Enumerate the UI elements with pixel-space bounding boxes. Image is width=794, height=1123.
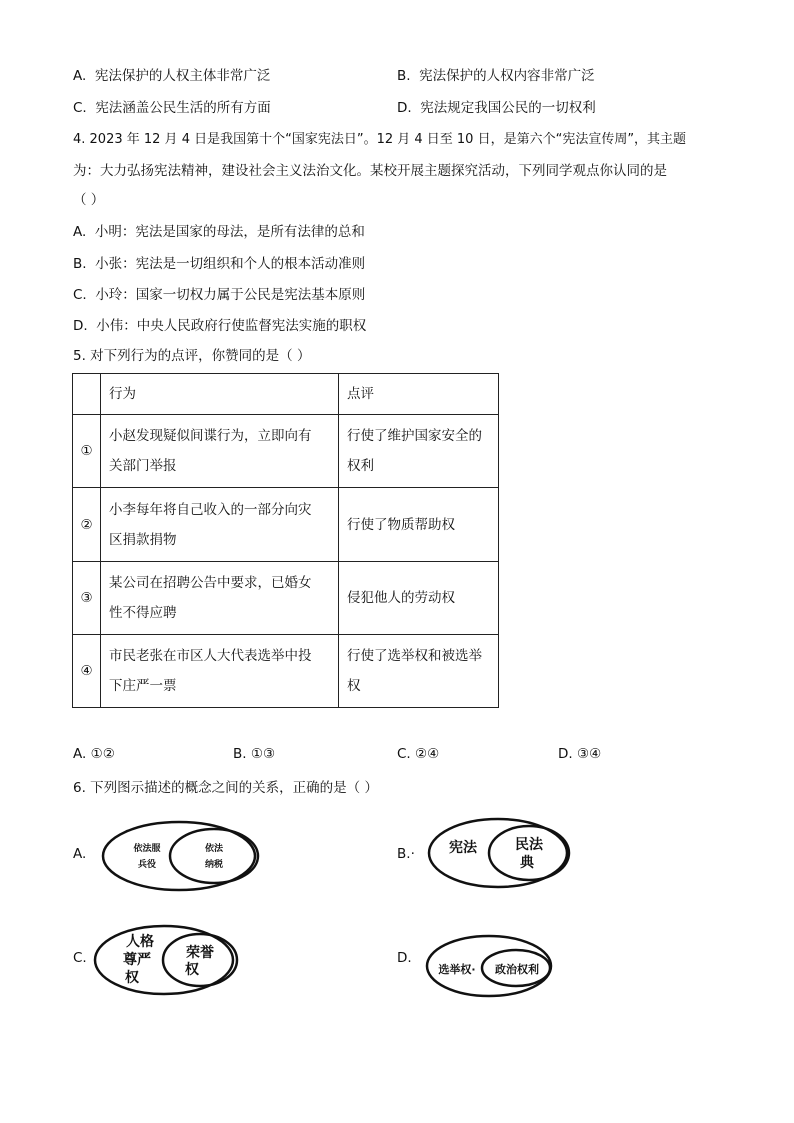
row-behavior [101,488,339,562]
option-letter: D. [397,100,412,116]
option-letter: B. [233,746,247,762]
q6-option-d-letter: D. [397,950,412,966]
q4-option-c [73,285,365,305]
option-letter: B. [397,846,411,862]
behavior-line: 下庄严一票 [109,678,177,694]
comment-line: 权利 [347,458,374,474]
option-letter: C. [73,100,87,116]
option-text: 小张：宪法是一切组织和个人的根本活动准则 [95,256,366,272]
behavior-line: 小赵发现疑似间谍行为，立即向有 [109,428,312,444]
q6-option-c-diagram [92,922,240,998]
option-text: ①② [90,746,115,762]
header-comment: 点评 [339,374,499,415]
behavior-line: 区捐款捐物 [109,531,177,548]
inner-ellipse [489,826,569,880]
option-text: 宪法规定我国公民的一切权利 [420,100,596,116]
q5-stem: 5. 对下列行为的点评，你赞同的是（ ） [73,348,311,364]
option-text: 小玲：国家一切权力属于公民是宪法基本原则 [95,287,366,303]
inner-label-line: 纳税 [204,860,224,870]
inner-label: 政治权利 [495,963,539,976]
behavior-line: 市民老张在市区人大代表选举中投 [109,648,312,664]
outer-label-line: 依法服 [133,844,161,854]
table-row [73,562,499,635]
row-comment [339,488,499,562]
row-behavior [101,415,339,488]
q5-option-a [73,746,115,762]
inner-ellipse [170,829,258,883]
q4-option-b [73,254,365,274]
option-letter: B. [397,68,411,84]
row-comment [339,415,499,488]
q5-option-b [233,746,275,762]
outer-label-line: 尊严 [123,952,151,968]
row-num: ② [73,488,101,562]
q3-option-b [397,66,595,86]
option-letter: C. [73,287,87,303]
comment-line: 侵犯他人的劳动权 [347,590,455,606]
behavior-line: 性不得应聘 [109,605,177,621]
outer-label: 宪法 [449,840,477,856]
q6-option-b-letter [397,846,415,862]
option-letter: C. [397,746,411,762]
comment-line: 行使了物质帮助权 [347,516,455,533]
q4-stem-line1: 4. 2023 年 12 月 4 日是我国第十个“国家宪法日”。12 月 4 日至 10 日，是第六个“宪法宣传周”，其主题 [73,132,687,147]
inner-label-line: 典 [520,855,534,871]
q6-option-c-letter: C. [73,950,87,966]
option-letter: A. [73,746,87,762]
row-comment [339,562,499,635]
option-text: 小明：宪法是国家的母法，是所有法律的总和 [94,224,365,240]
q6-option-d-diagram [424,933,556,999]
comment-line: 权 [347,678,361,694]
q4-option-d [73,316,366,336]
option-text: 宪法保护的人权主体非常广泛 [94,68,271,84]
option-letter: A. [73,68,87,84]
table-row [73,635,499,708]
q6-option-b-diagram [426,815,572,891]
behavior-line: 关部门举报 [109,458,177,474]
outer-label-line: 权 [125,970,139,986]
header-behavior: 行为 [101,374,339,415]
option-text: ③④ [576,746,602,762]
option-letter: D. [558,746,573,762]
option-letter: A. [73,224,87,240]
row-num: ③ [73,562,101,635]
row-comment [339,635,499,708]
table-row [73,488,499,562]
q3-option-a [73,66,270,86]
comment-line: 行使了选举权和被选举 [347,648,482,664]
q5-option-c [397,746,439,762]
q6-option-a-letter: A. [73,846,87,862]
option-text: ②④ [415,746,440,762]
option-text: 小伟：中央人民政府行使监督宪法实施的职权 [96,318,367,334]
q6-stem: 6. 下列图示描述的概念之间的关系，正确的是（ ） [73,780,378,796]
inner-label-line: 依法 [204,844,224,854]
behavior-line: 小李每年将自己收入的一部分向灾 [109,501,312,518]
option-text: ①③ [250,746,276,762]
table-row [73,415,499,488]
q4-option-a [73,222,365,242]
q3-option-c [73,98,271,118]
q5-option-d [558,746,601,762]
outer-label-line: 兵役 [137,860,157,870]
header-num [73,374,101,415]
option-letter: B. [73,256,87,272]
row-behavior [101,635,339,708]
behavior-line: 某公司在招聘公告中要求，已婚女 [109,575,312,591]
comment-line: 行使了维护国家安全的 [347,428,482,444]
inner-label-line: 民法 [515,837,543,853]
option-dot: · [410,846,415,862]
option-text: 宪法涵盖公民生活的所有方面 [95,100,271,116]
option-letter: D. [73,318,88,334]
q6-option-a-diagram [100,818,260,894]
q4-stem-line3: （ ） [73,192,105,208]
q4-stem-line2: 为：大力弘扬宪法精神，建设社会主义法治文化。某校开展主题探究活动，下列同学观点你认同的是 [73,163,667,179]
row-num: ① [73,415,101,488]
table-header-row [73,374,499,415]
row-behavior [101,562,339,635]
outer-label: 选举权· [438,963,476,976]
outer-label-line: 人格 [126,934,154,950]
inner-label-line: 权 [185,962,199,978]
q5-table [72,373,499,708]
option-text: 宪法保护的人权内容非常广泛 [419,68,595,84]
q3-option-d [397,98,596,118]
row-num: ④ [73,635,101,708]
inner-label-line: 荣誉 [186,945,214,961]
